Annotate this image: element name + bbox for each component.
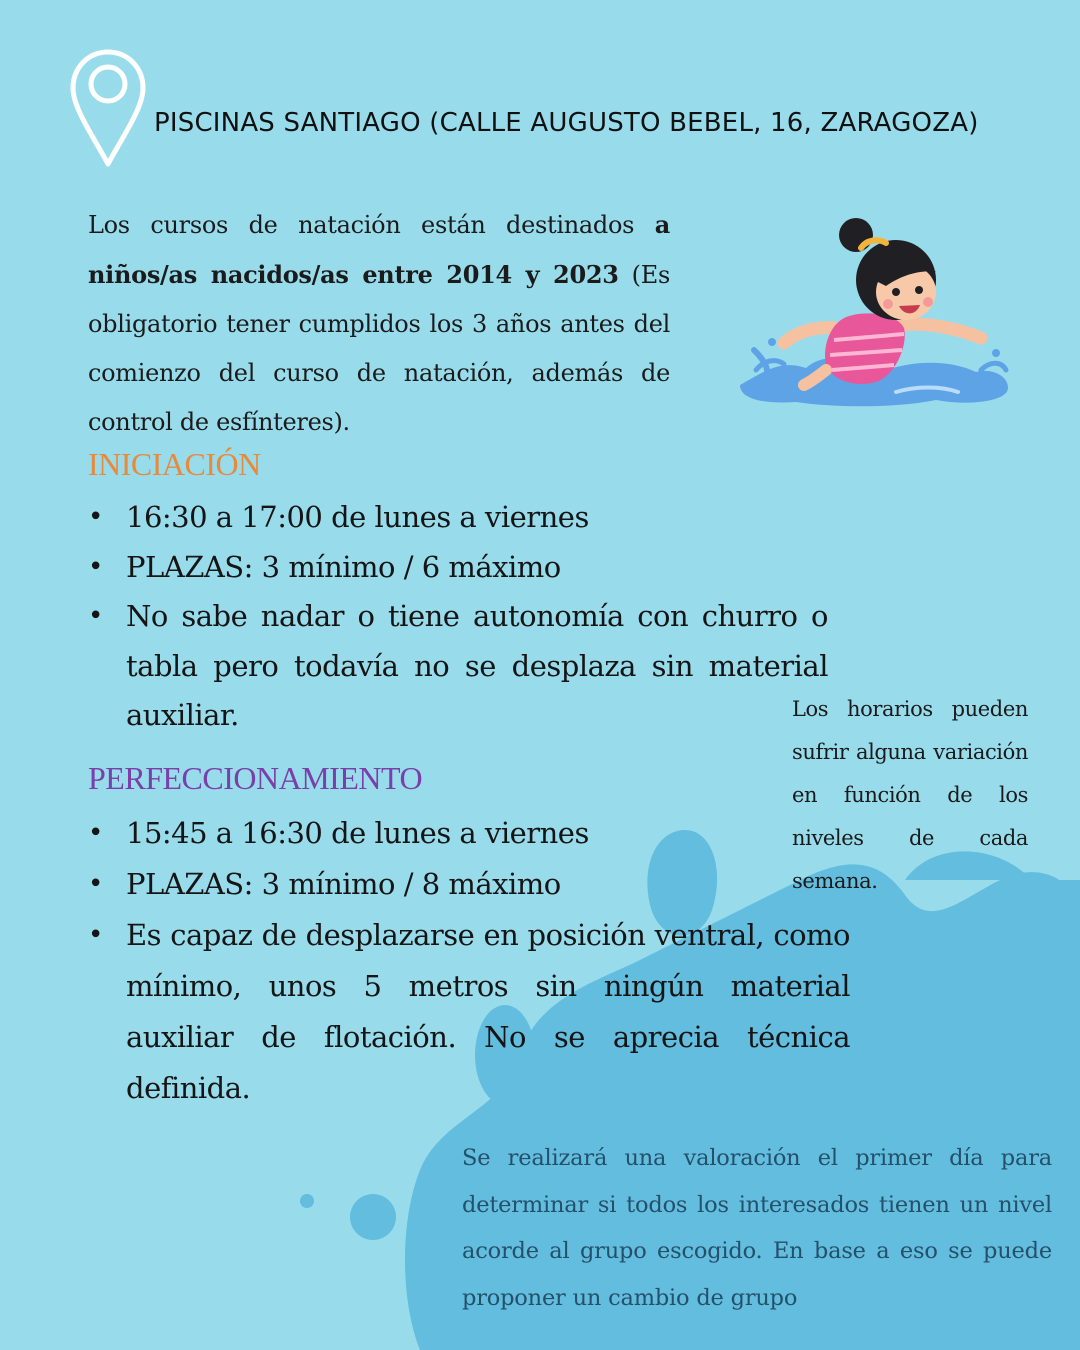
swimming-girl-illustration xyxy=(736,210,1012,410)
list-item: • 15:45 a 16:30 de lunes a viernes xyxy=(88,808,850,859)
intro-age-range: a niños/as nacidos/as entre 2014 y 2023 xyxy=(88,210,670,289)
schedule-note: Los horarios pueden sufrir alguna variación en función de los niveles de cada semana. xyxy=(792,697,1028,893)
intro-text-end: (Es obligatorio tener cumplidos los 3 años antes del comienzo del curso de natación, además de control de esfínteres). xyxy=(88,261,670,436)
map-pin-icon xyxy=(68,46,148,170)
list-item: • Es capaz de desplazarse en posición ventral, como mínimo, unos 5 metros sin ningún material auxiliar de flotación. No se aprecia técnica definida. xyxy=(88,910,850,1114)
iniciacion-heading: INICIACIÓN xyxy=(88,446,261,482)
location-title: PISCINAS SANTIAGO (CALLE AUGUSTO BEBEL, 16, ZARAGOZA) xyxy=(154,108,979,138)
perfeccionamiento-heading: PERFECCIONAMIENTO xyxy=(88,760,423,796)
list-item: • No sabe nadar o tiene autonomía con churro o tabla pero todavía no se desplaza sin material auxiliar. xyxy=(88,592,828,741)
perfeccionamiento-list xyxy=(88,808,850,1114)
iniciacion-list xyxy=(88,493,828,741)
intro-paragraph xyxy=(88,200,670,447)
list-item: • PLAZAS: 3 mínimo / 6 máximo xyxy=(88,543,828,593)
list-item: • 16:30 a 17:00 de lunes a viernes xyxy=(88,493,828,543)
intro-text-start: Los cursos de natación están destinados xyxy=(88,211,655,239)
evaluation-paragraph: Se realizará una valoración el primer día para determinar si todos los interesados tienen un nivel acorde al grupo escogido. En base a eso se puede proponer un cambio de grupo xyxy=(462,1145,1052,1311)
list-item: • PLAZAS: 3 mínimo / 8 máximo xyxy=(88,859,850,910)
